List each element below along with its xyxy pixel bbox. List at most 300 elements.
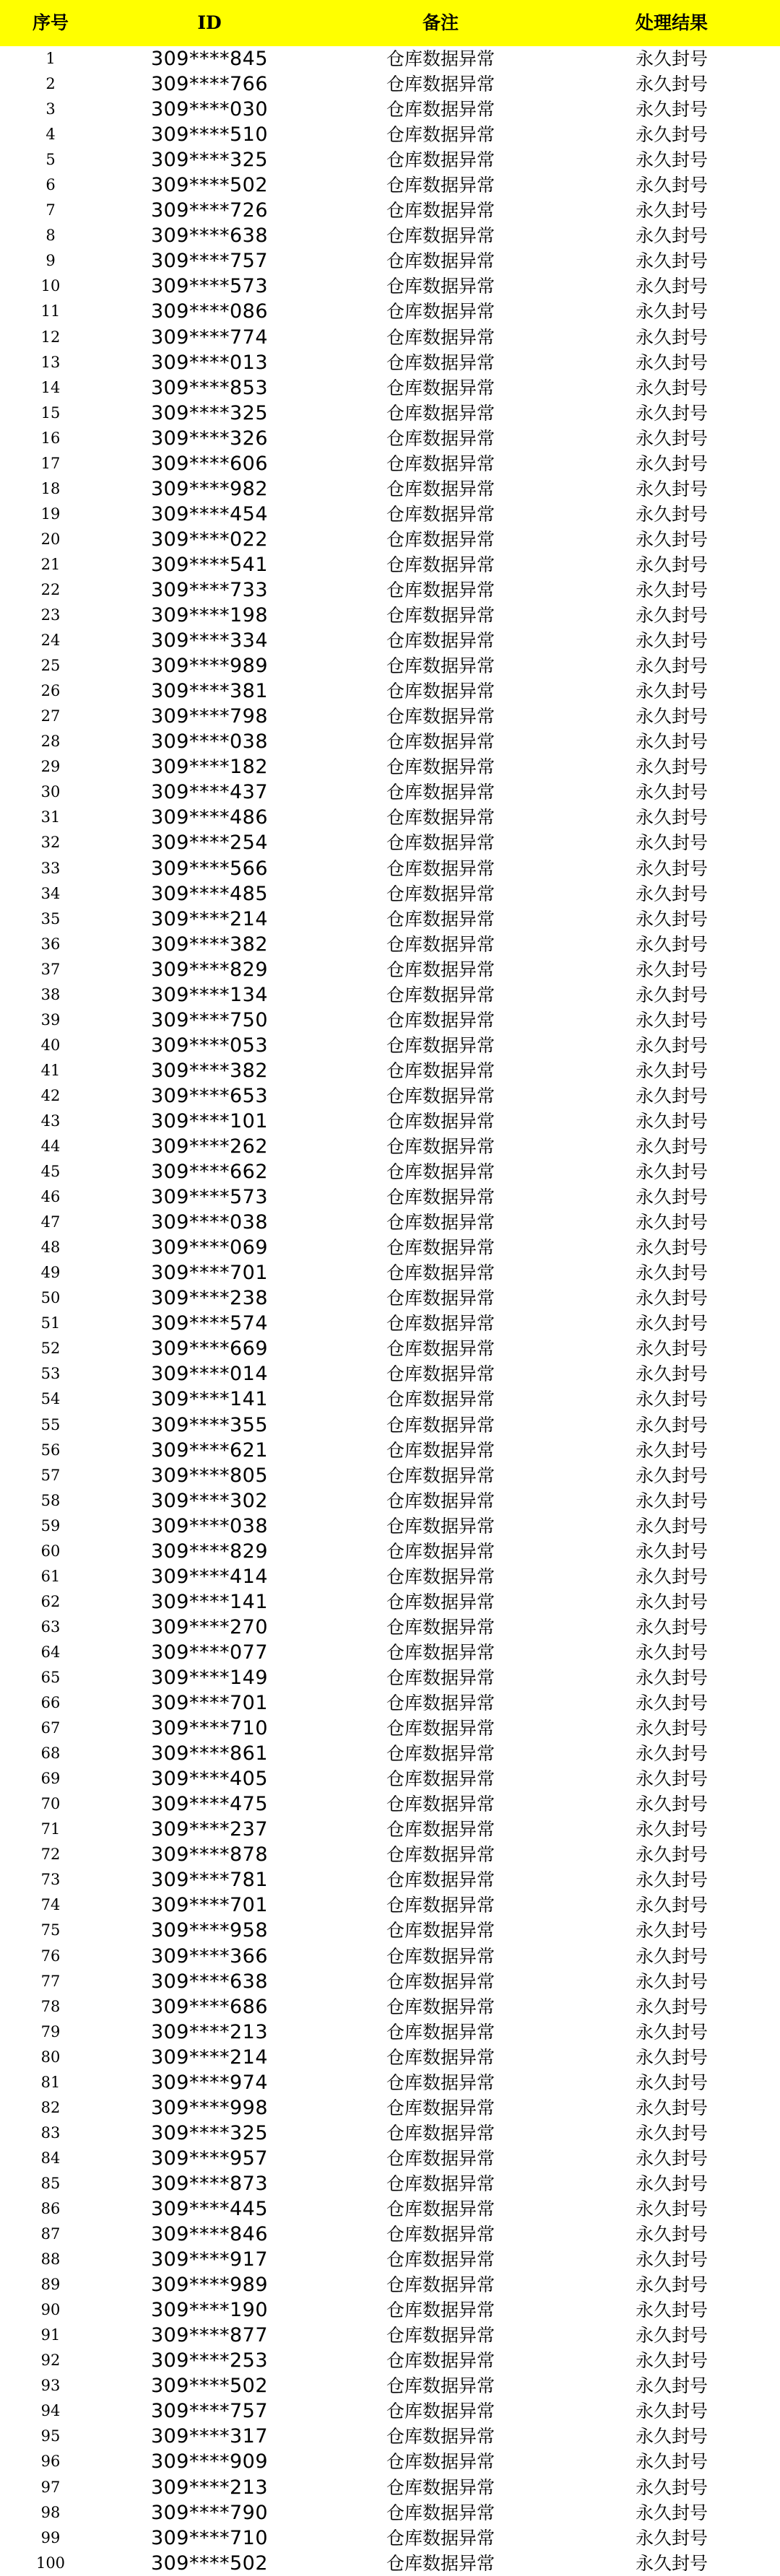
table-row	[0, 754, 780, 780]
row-id-cell: 309****437	[150, 781, 269, 804]
row-id-cell: 309****254	[150, 831, 269, 855]
row-no-cell: 68	[40, 1745, 61, 1763]
row-id-cell: 309****325	[150, 2121, 269, 2144]
row-remark-cell: 仓库数据异常	[386, 377, 495, 398]
table-row	[0, 2500, 780, 2525]
row-no-cell: 21	[40, 555, 61, 573]
table-row	[0, 451, 780, 476]
table-row	[0, 1311, 780, 1336]
table-row	[0, 2095, 780, 2121]
row-no-cell: 56	[40, 1441, 61, 1459]
row-remark-cell: 仓库数据异常	[386, 503, 495, 525]
table-row	[0, 122, 780, 147]
row-id-cell: 309****710	[150, 1717, 269, 1740]
row-result-cell: 永久封号	[635, 402, 708, 424]
row-id-cell: 309****510	[150, 123, 269, 147]
row-id-cell: 309****214	[150, 907, 269, 930]
row-remark-cell: 仓库数据异常	[386, 1970, 495, 1992]
row-no-cell: 64	[40, 1643, 61, 1661]
row-remark-cell: 仓库数据异常	[386, 74, 495, 95]
row-remark-cell: 仓库数据异常	[386, 1540, 495, 1562]
row-no-cell: 15	[40, 403, 61, 422]
row-id-cell: 309****989	[150, 655, 269, 678]
row-no-cell: 47	[40, 1213, 61, 1231]
row-result-cell: 永久封号	[635, 1895, 708, 1916]
row-remark-cell: 仓库数据异常	[386, 2476, 495, 2498]
row-result-cell: 永久封号	[635, 1970, 708, 1992]
table-row	[0, 780, 780, 805]
row-remark-cell: 仓库数据异常	[386, 1338, 495, 1360]
row-no-cell: 45	[40, 1163, 61, 1181]
row-result-cell: 永久封号	[635, 1819, 708, 1841]
row-no-cell: 70	[40, 1795, 61, 1813]
header-result: 处理结果	[635, 12, 708, 33]
row-remark-cell: 仓库数据异常	[386, 528, 495, 550]
row-id-cell: 309****077	[150, 1641, 269, 1664]
row-id-cell: 309****541	[150, 553, 269, 576]
row-no-cell: 22	[40, 580, 61, 598]
row-result-cell: 永久封号	[635, 1920, 708, 1942]
row-result-cell: 永久封号	[635, 1389, 708, 1410]
row-no-cell: 83	[40, 2123, 61, 2141]
row-no-cell: 97	[40, 2478, 61, 2496]
row-no-cell: 49	[40, 1264, 61, 1282]
row-no-cell: 52	[40, 1340, 61, 1358]
row-id-cell: 309****757	[150, 250, 269, 273]
row-id-cell: 309****958	[150, 1919, 269, 1942]
row-no-cell: 19	[40, 505, 61, 523]
row-remark-cell: 仓库数据异常	[386, 1414, 495, 1436]
row-remark-cell: 仓库数据异常	[386, 2021, 495, 2043]
row-no-cell: 18	[40, 479, 61, 497]
table-row	[0, 982, 780, 1008]
row-result-cell: 永久封号	[635, 1540, 708, 1562]
row-no-cell: 32	[40, 834, 61, 852]
row-no-cell: 42	[40, 1086, 61, 1104]
table-row	[0, 1589, 780, 1615]
row-remark-cell: 仓库数据异常	[386, 1844, 495, 1866]
row-result-cell: 永久封号	[635, 1464, 708, 1486]
row-no-cell: 71	[40, 1820, 61, 1838]
row-remark-cell: 仓库数据异常	[386, 1869, 495, 1891]
row-no-cell: 40	[40, 1036, 61, 1054]
row-result-cell: 永久封号	[635, 427, 708, 449]
row-no-cell: 4	[46, 126, 56, 144]
table-row	[0, 1387, 780, 1412]
row-id-cell: 309****502	[150, 2551, 269, 2575]
row-result-cell: 永久封号	[635, 579, 708, 601]
row-result-cell: 永久封号	[635, 933, 708, 955]
row-result-cell: 永久封号	[635, 276, 708, 297]
table-row	[0, 1640, 780, 1665]
row-result-cell: 永久封号	[635, 2350, 708, 2372]
table-row	[0, 2121, 780, 2146]
table-row	[0, 577, 780, 603]
row-result-cell: 永久封号	[635, 1641, 708, 1663]
row-id-cell: 309****982	[150, 477, 269, 500]
row-id-cell: 309****486	[150, 806, 269, 829]
row-remark-cell: 仓库数据异常	[386, 1085, 495, 1106]
table-row	[0, 1842, 780, 1867]
row-id-cell: 309****909	[150, 2450, 269, 2474]
row-no-cell: 48	[40, 1239, 61, 1257]
table-row	[0, 2070, 780, 2095]
table-row	[0, 1109, 780, 1134]
row-id-cell: 309****405	[150, 1768, 269, 1791]
row-no-cell: 73	[40, 1871, 61, 1889]
table-row	[0, 401, 780, 426]
row-id-cell: 309****757	[150, 2400, 269, 2423]
row-id-cell: 309****141	[150, 1388, 269, 1411]
row-remark-cell: 仓库数据异常	[386, 1566, 495, 1587]
row-remark-cell: 仓库数据异常	[386, 2375, 495, 2397]
row-id-cell: 309****750	[150, 1008, 269, 1031]
row-id-cell: 309****134	[150, 983, 269, 1006]
row-result-cell: 永久封号	[635, 2476, 708, 2498]
table-row	[0, 1488, 780, 1514]
row-no-cell: 44	[40, 1138, 61, 1156]
row-no-cell: 92	[40, 2352, 61, 2370]
row-no-cell: 100	[35, 2554, 66, 2572]
row-remark-cell: 仓库数据异常	[386, 731, 495, 753]
row-remark-cell: 仓库数据异常	[386, 2325, 495, 2346]
row-result-cell: 永久封号	[635, 807, 708, 829]
table-row	[0, 97, 780, 122]
row-remark-cell: 仓库数据异常	[386, 1288, 495, 1309]
row-remark-cell: 仓库数据异常	[386, 2451, 495, 2473]
row-id-cell: 309****829	[150, 1540, 269, 1563]
row-result-cell: 永久封号	[635, 1338, 708, 1360]
row-result-cell: 永久封号	[635, 2552, 708, 2574]
table-row	[0, 1058, 780, 1083]
table-row	[0, 2323, 780, 2348]
row-no-cell: 88	[40, 2250, 61, 2269]
row-result-cell: 永久封号	[635, 1110, 708, 1132]
row-no-cell: 3	[46, 100, 56, 118]
table-row	[0, 552, 780, 577]
row-id-cell: 309****101	[150, 1109, 269, 1132]
row-id-cell: 309****475	[150, 1793, 269, 1816]
table-row	[0, 856, 780, 881]
table-row	[0, 2196, 780, 2222]
row-result-cell: 永久封号	[635, 1262, 708, 1284]
table-row	[0, 1463, 780, 1488]
row-result-cell: 永久封号	[635, 1288, 708, 1309]
row-id-cell: 309****662	[150, 1161, 269, 1184]
row-id-cell: 309****733	[150, 578, 269, 601]
table-row	[0, 71, 780, 97]
row-remark-cell: 仓库数据异常	[386, 1161, 495, 1183]
row-result-cell: 永久封号	[635, 2198, 708, 2219]
row-result-cell: 永久封号	[635, 301, 708, 323]
row-id-cell: 309****790	[150, 2501, 269, 2524]
row-no-cell: 5	[46, 151, 56, 169]
row-remark-cell: 仓库数据异常	[386, 554, 495, 575]
row-remark-cell: 仓库数据异常	[386, 756, 495, 778]
table-row	[0, 628, 780, 653]
row-no-cell: 34	[40, 884, 61, 902]
row-no-cell: 29	[40, 758, 61, 776]
row-result-cell: 永久封号	[635, 1034, 708, 1056]
row-remark-cell: 仓库数据异常	[386, 478, 495, 499]
row-remark-cell: 仓库数据异常	[386, 1768, 495, 1790]
row-remark-cell: 仓库数据异常	[386, 807, 495, 829]
row-result-cell: 永久封号	[635, 554, 708, 575]
row-id-cell: 309****766	[150, 73, 269, 96]
table-row	[0, 1285, 780, 1311]
row-result-cell: 永久封号	[635, 2451, 708, 2473]
row-result-cell: 永久封号	[635, 124, 708, 146]
row-no-cell: 58	[40, 1491, 61, 1509]
row-no-cell: 57	[40, 1466, 61, 1484]
row-result-cell: 永久封号	[635, 2224, 708, 2245]
row-no-cell: 79	[40, 2022, 61, 2040]
table-row	[0, 881, 780, 907]
row-result-cell: 永久封号	[635, 731, 708, 753]
row-remark-cell: 仓库数据异常	[386, 1819, 495, 1841]
row-id-cell: 309****237	[150, 1818, 269, 1841]
row-remark-cell: 仓库数据异常	[386, 1110, 495, 1132]
row-id-cell: 309****701	[150, 1692, 269, 1715]
row-id-cell: 309****726	[150, 199, 269, 222]
row-result-cell: 永久封号	[635, 630, 708, 652]
row-remark-cell: 仓库数据异常	[386, 1591, 495, 1612]
row-id-cell: 309****781	[150, 1869, 269, 1892]
table-row	[0, 1210, 780, 1235]
table-row	[0, 2297, 780, 2323]
row-remark-cell: 仓库数据异常	[386, 2198, 495, 2219]
row-remark-cell: 仓库数据异常	[386, 857, 495, 879]
table-row	[0, 1741, 780, 1766]
row-result-cell: 永久封号	[635, 2021, 708, 2043]
table-row	[0, 1260, 780, 1285]
table-row	[0, 729, 780, 754]
row-result-cell: 永久封号	[635, 352, 708, 373]
row-id-cell: 309****502	[150, 174, 269, 197]
row-id-cell: 309****701	[150, 1894, 269, 1917]
row-result-cell: 永久封号	[635, 2274, 708, 2296]
row-id-cell: 309****573	[150, 275, 269, 298]
row-remark-cell: 仓库数据异常	[386, 1515, 495, 1537]
row-remark-cell: 仓库数据异常	[386, 1996, 495, 2017]
table-row	[0, 2045, 780, 2070]
row-id-cell: 309****214	[150, 2045, 269, 2069]
header-remark: 备注	[422, 12, 459, 33]
row-no-cell: 2	[46, 75, 56, 93]
row-no-cell: 61	[40, 1567, 61, 1585]
row-remark-cell: 仓库数据异常	[386, 908, 495, 930]
row-no-cell: 62	[40, 1592, 61, 1610]
row-no-cell: 31	[40, 808, 61, 826]
row-remark-cell: 仓库数据异常	[386, 1363, 495, 1385]
row-no-cell: 85	[40, 2174, 61, 2192]
table-row	[0, 1766, 780, 1791]
row-result-cell: 永久封号	[635, 1591, 708, 1612]
row-result-cell: 永久封号	[635, 1743, 708, 1765]
table-row	[0, 2373, 780, 2398]
row-no-cell: 78	[40, 1997, 61, 2015]
row-id-cell: 309****213	[150, 2476, 269, 2499]
row-remark-cell: 仓库数据异常	[386, 655, 495, 677]
row-id-cell: 309****253	[150, 2349, 269, 2372]
row-no-cell: 12	[40, 328, 61, 346]
row-result-cell: 永久封号	[635, 225, 708, 247]
row-result-cell: 永久封号	[635, 706, 708, 728]
table-row	[0, 1791, 780, 1817]
row-result-cell: 永久封号	[635, 453, 708, 474]
row-id-cell: 309****238	[150, 1287, 269, 1310]
row-id-cell: 309****190	[150, 2299, 269, 2322]
row-id-cell: 309****069	[150, 1236, 269, 1259]
row-result-cell: 永久封号	[635, 1060, 708, 1081]
row-id-cell: 309****454	[150, 502, 269, 525]
row-no-cell: 55	[40, 1415, 61, 1433]
row-result-cell: 永久封号	[635, 1844, 708, 1866]
row-result-cell: 永久封号	[635, 756, 708, 778]
table-body	[0, 46, 780, 2576]
row-remark-cell: 仓库数据异常	[386, 1616, 495, 1638]
row-id-cell: 309****302	[150, 1489, 269, 1512]
table-row	[0, 375, 780, 401]
row-result-cell: 永久封号	[635, 1212, 708, 1234]
row-no-cell: 33	[40, 859, 61, 877]
table-row	[0, 248, 780, 274]
table-row	[0, 1690, 780, 1716]
row-remark-cell: 仓库数据异常	[386, 225, 495, 247]
row-result-cell: 永久封号	[635, 2502, 708, 2523]
row-id-cell: 309****317	[150, 2425, 269, 2448]
row-no-cell: 11	[40, 302, 61, 320]
row-remark-cell: 仓库数据异常	[386, 453, 495, 474]
row-remark-cell: 仓库数据异常	[386, 1743, 495, 1765]
row-result-cell: 永久封号	[635, 1768, 708, 1790]
row-no-cell: 20	[40, 530, 61, 548]
row-result-cell: 永久封号	[635, 655, 708, 677]
row-remark-cell: 仓库数据异常	[386, 1920, 495, 1942]
row-remark-cell: 仓库数据异常	[386, 301, 495, 323]
row-no-cell: 51	[40, 1314, 61, 1332]
row-result-cell: 永久封号	[635, 1515, 708, 1537]
row-no-cell: 81	[40, 2073, 61, 2091]
table-row	[0, 805, 780, 830]
row-remark-cell: 仓库数据异常	[386, 2426, 495, 2448]
row-remark-cell: 仓库数据异常	[386, 427, 495, 449]
table-row	[0, 1438, 780, 1463]
row-id-cell: 309****355	[150, 1413, 269, 1436]
table-row	[0, 1361, 780, 1387]
row-no-cell: 41	[40, 1061, 61, 1079]
row-remark-cell: 仓库数据异常	[386, 1389, 495, 1410]
table-row	[0, 2272, 780, 2297]
row-result-cell: 永久封号	[635, 2071, 708, 2093]
row-result-cell: 永久封号	[635, 782, 708, 803]
row-result-cell: 永久封号	[635, 883, 708, 904]
row-id-cell: 309****998	[150, 2096, 269, 2119]
table-row	[0, 907, 780, 932]
row-result-cell: 永久封号	[635, 48, 708, 69]
row-remark-cell: 仓库数据异常	[386, 1060, 495, 1081]
row-remark-cell: 仓库数据异常	[386, 48, 495, 69]
row-result-cell: 永久封号	[635, 250, 708, 272]
row-id-cell: 309****917	[150, 2248, 269, 2271]
row-no-cell: 28	[40, 733, 61, 751]
table-row	[0, 426, 780, 451]
table-row	[0, 603, 780, 628]
row-no-cell: 72	[40, 1846, 61, 1864]
table-row	[0, 932, 780, 957]
table-row	[0, 653, 780, 678]
row-no-cell: 75	[40, 1921, 61, 1939]
row-result-cell: 永久封号	[635, 503, 708, 525]
row-id-cell: 309****957	[150, 2147, 269, 2170]
table-row	[0, 1336, 780, 1361]
table-row	[0, 2424, 780, 2449]
row-remark-cell: 仓库数据异常	[386, 276, 495, 297]
row-remark-cell: 仓库数据异常	[386, 2224, 495, 2245]
row-no-cell: 54	[40, 1390, 61, 1408]
row-remark-cell: 仓库数据异常	[386, 1667, 495, 1688]
row-no-cell: 46	[40, 1188, 61, 1206]
row-id-cell: 309****014	[150, 1363, 269, 1386]
row-id-cell: 309****566	[150, 857, 269, 880]
row-result-cell: 永久封号	[635, 149, 708, 171]
row-no-cell: 38	[40, 985, 61, 1003]
row-id-cell: 309****445	[150, 2197, 269, 2220]
row-remark-cell: 仓库数据异常	[386, 149, 495, 171]
row-id-cell: 309****574	[150, 1312, 269, 1335]
table-row	[0, 1994, 780, 2020]
row-id-cell: 309****485	[150, 882, 269, 905]
row-id-cell: 309****877	[150, 2324, 269, 2347]
row-remark-cell: 仓库数据异常	[386, 1945, 495, 1967]
table-row	[0, 1564, 780, 1589]
table-row	[0, 299, 780, 324]
row-no-cell: 17	[40, 454, 61, 472]
row-no-cell: 25	[40, 657, 61, 675]
row-no-cell: 91	[40, 2326, 61, 2344]
row-no-cell: 53	[40, 1365, 61, 1383]
row-remark-cell: 仓库数据异常	[386, 706, 495, 728]
row-result-cell: 永久封号	[635, 2527, 708, 2549]
row-no-cell: 59	[40, 1516, 61, 1534]
row-no-cell: 9	[46, 252, 56, 270]
row-id-cell: 309****382	[150, 1059, 269, 1082]
row-id-cell: 309****213	[150, 2020, 269, 2043]
row-no-cell: 27	[40, 707, 61, 725]
row-id-cell: 309****038	[150, 1211, 269, 1234]
table-row	[0, 2146, 780, 2171]
row-no-cell: 6	[46, 176, 56, 194]
row-result-cell: 永久封号	[635, 2325, 708, 2346]
row-id-cell: 309****861	[150, 1742, 269, 1765]
row-result-cell: 永久封号	[635, 175, 708, 196]
row-id-cell: 309****030	[150, 98, 269, 121]
row-no-cell: 66	[40, 1694, 61, 1712]
table-row	[0, 1159, 780, 1184]
row-remark-cell: 仓库数据异常	[386, 1212, 495, 1234]
row-no-cell: 89	[40, 2276, 61, 2294]
row-id-cell: 309****878	[150, 1843, 269, 1866]
row-remark-cell: 仓库数据异常	[386, 1009, 495, 1031]
row-result-cell: 永久封号	[635, 1945, 708, 1967]
row-id-cell: 309****653	[150, 1084, 269, 1107]
header-no: 序号	[32, 12, 69, 33]
row-no-cell: 10	[40, 277, 61, 295]
row-id-cell: 309****638	[150, 224, 269, 248]
table-row	[0, 1134, 780, 1159]
row-result-cell: 永久封号	[635, 74, 708, 95]
row-remark-cell: 仓库数据异常	[386, 326, 495, 348]
